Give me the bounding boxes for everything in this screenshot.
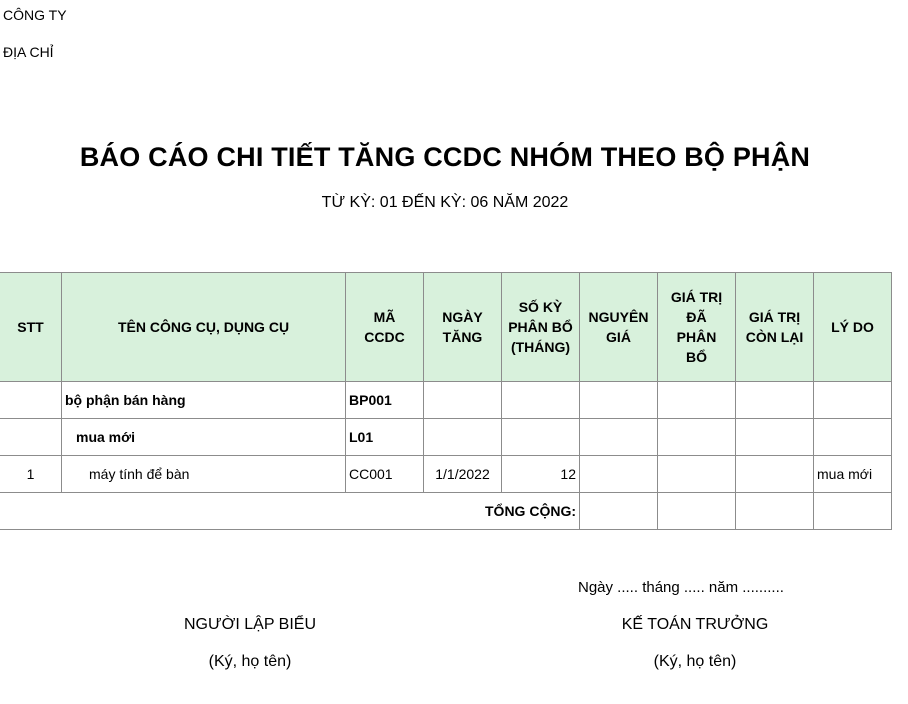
- cell-remaining: [736, 419, 814, 456]
- total-cost: [580, 493, 658, 530]
- col-header-name: TÊN CÔNG CỤ, DỤNG CỤ: [62, 273, 346, 382]
- cell-name: bộ phận bán hàng: [62, 382, 346, 419]
- cell-cost: [580, 419, 658, 456]
- col-header-periods: SỐ KỲ PHÂN BỔ (THÁNG): [502, 273, 580, 382]
- company-name: CÔNG TY: [3, 7, 67, 23]
- cell-reason: [814, 419, 892, 456]
- cell-allocated: [658, 419, 736, 456]
- cell-allocated: [658, 456, 736, 493]
- total-label: TỔNG CỘNG:: [0, 493, 580, 530]
- cell-periods: 12: [502, 456, 580, 493]
- total-remaining: [736, 493, 814, 530]
- total-row: [0, 493, 892, 530]
- col-header-cost: NGUYÊN GIÁ: [580, 273, 658, 382]
- cell-code: BP001: [346, 382, 424, 419]
- cell-allocated: [658, 382, 736, 419]
- cell-stt: [0, 419, 62, 456]
- cell-cost: [580, 382, 658, 419]
- cell-stt: [0, 382, 62, 419]
- cell-reason: mua mới: [814, 456, 892, 493]
- cell-cost: [580, 456, 658, 493]
- cell-remaining: [736, 382, 814, 419]
- table-row: [0, 419, 892, 456]
- report-table: [0, 272, 892, 530]
- total-reason: [814, 493, 892, 530]
- preparer-title: NGƯỜI LẬP BIỂU: [183, 616, 316, 633]
- table-row: [0, 456, 892, 493]
- cell-code: CC001: [346, 456, 424, 493]
- col-header-code: MÃ CCDC: [346, 273, 424, 382]
- chief-accountant-sign-note: (Ký, họ tên): [653, 653, 737, 670]
- col-header-reason: LÝ DO: [814, 273, 892, 382]
- signature-date-line: Ngày ..... tháng ..... năm ..........: [578, 579, 784, 596]
- cell-date: [424, 419, 502, 456]
- cell-code: L01: [346, 419, 424, 456]
- report-title: BÁO CÁO CHI TIẾT TĂNG CCDC NHÓM THEO BỘ PHẬN: [79, 142, 811, 172]
- cell-reason: [814, 382, 892, 419]
- cell-stt: 1: [0, 456, 62, 493]
- table-header-row: [0, 273, 892, 382]
- col-header-allocated: GIÁ TRỊ ĐÃ PHÂN BỔ: [658, 273, 736, 382]
- cell-periods: [502, 382, 580, 419]
- cell-name: mua mới: [62, 419, 346, 456]
- chief-accountant-title: KẾ TOÁN TRƯỞNG: [621, 616, 769, 633]
- cell-remaining: [736, 456, 814, 493]
- report-period: TỪ KỲ: 01 ĐẾN KỲ: 06 NĂM 2022: [321, 194, 569, 211]
- col-header-date: NGÀY TĂNG: [424, 273, 502, 382]
- total-allocated: [658, 493, 736, 530]
- cell-periods: [502, 419, 580, 456]
- cell-date: 1/1/2022: [424, 456, 502, 493]
- table-row: [0, 382, 892, 419]
- company-address: ĐỊA CHỈ: [3, 44, 54, 60]
- cell-name: máy tính để bàn: [62, 456, 346, 493]
- col-header-stt: STT: [0, 273, 62, 382]
- col-header-remaining: GIÁ TRỊ CÒN LẠI: [736, 273, 814, 382]
- cell-date: [424, 382, 502, 419]
- preparer-sign-note: (Ký, họ tên): [208, 653, 292, 670]
